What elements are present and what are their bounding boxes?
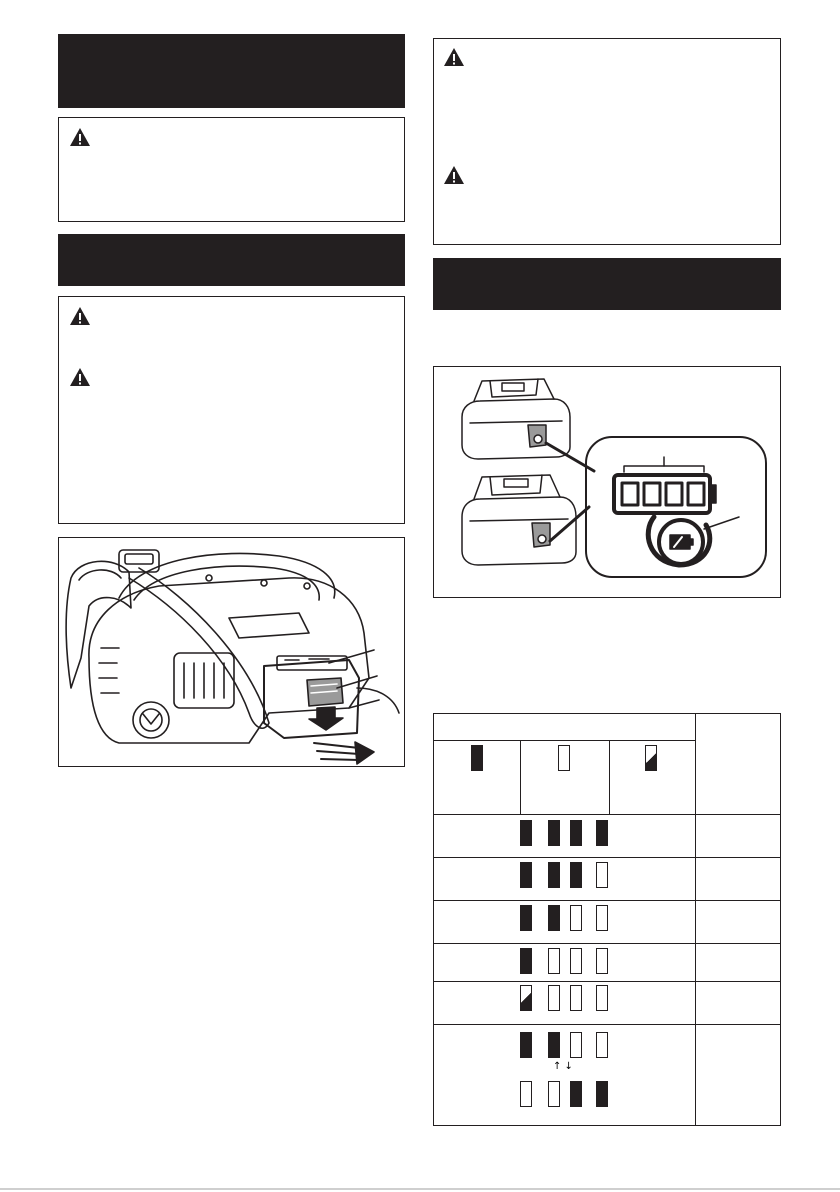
warning-triangle-icon bbox=[69, 367, 91, 387]
table-row-divider bbox=[434, 943, 780, 944]
indicator-lamp bbox=[596, 905, 608, 931]
table-row-divider bbox=[434, 857, 780, 858]
toggle-arrows: ↑ ↓ bbox=[553, 1061, 573, 1072]
indicator-lamp bbox=[548, 985, 560, 1011]
indicator-lamp bbox=[548, 905, 560, 931]
indicator-lamp bbox=[520, 862, 532, 888]
warning-box-1 bbox=[58, 117, 405, 222]
indicator-lamp bbox=[520, 820, 532, 846]
legend-lamp-blinking bbox=[645, 745, 657, 771]
indicator-lamp bbox=[596, 948, 608, 974]
table-row-divider bbox=[434, 900, 780, 901]
warning-triangle-icon bbox=[69, 306, 91, 326]
indicator-lamp bbox=[548, 862, 560, 888]
indicator-lamp bbox=[596, 862, 608, 888]
page-bottom-rule bbox=[0, 1188, 840, 1190]
figure-chainsaw-battery-removal bbox=[58, 537, 405, 767]
indicator-lamp bbox=[570, 820, 582, 846]
indicator-lamp bbox=[548, 820, 560, 846]
figure-battery-indicator bbox=[433, 366, 781, 598]
indicator-lamp bbox=[570, 1081, 582, 1107]
indicator-lamp bbox=[548, 1032, 560, 1058]
indicator-lamp bbox=[596, 1032, 608, 1058]
indicator-lamp bbox=[596, 820, 608, 846]
legend-lamp-on bbox=[471, 745, 483, 771]
indicator-lamp bbox=[520, 1081, 532, 1107]
indicator-lamp bbox=[570, 1032, 582, 1058]
indicator-lamp bbox=[520, 1032, 532, 1058]
section-heading-bar-1 bbox=[58, 34, 405, 108]
indicator-lamp bbox=[548, 1081, 560, 1107]
warning-box-2 bbox=[58, 296, 405, 524]
indicator-lamp bbox=[520, 985, 532, 1011]
section-heading-bar-2 bbox=[58, 234, 405, 286]
table-row-divider bbox=[434, 1024, 780, 1025]
indicator-lamp bbox=[520, 948, 532, 974]
table-row-divider bbox=[434, 981, 780, 982]
indicator-lamp bbox=[570, 862, 582, 888]
legend-lamp-off bbox=[558, 745, 570, 771]
table-row-divider bbox=[434, 740, 695, 741]
table-col-divider bbox=[609, 740, 610, 814]
indicator-lamp bbox=[596, 985, 608, 1011]
table-row-divider bbox=[434, 814, 780, 815]
table-col-divider bbox=[520, 740, 521, 814]
warning-triangle-icon bbox=[69, 127, 91, 147]
indicator-lamp bbox=[520, 905, 532, 931]
indicator-lamp bbox=[570, 985, 582, 1011]
warning-box-3 bbox=[433, 38, 781, 245]
indicator-table bbox=[433, 713, 781, 1126]
indicator-lamp bbox=[570, 948, 582, 974]
indicator-lamp bbox=[548, 948, 560, 974]
warning-triangle-icon bbox=[443, 165, 465, 185]
indicator-lamp bbox=[570, 905, 582, 931]
battery-illustration bbox=[434, 367, 780, 597]
warning-triangle-icon bbox=[443, 47, 465, 67]
table-divider-status bbox=[695, 714, 696, 1125]
chainsaw-illustration bbox=[59, 538, 404, 766]
indicator-lamp bbox=[596, 1081, 608, 1107]
section-heading-bar-3 bbox=[433, 258, 781, 310]
